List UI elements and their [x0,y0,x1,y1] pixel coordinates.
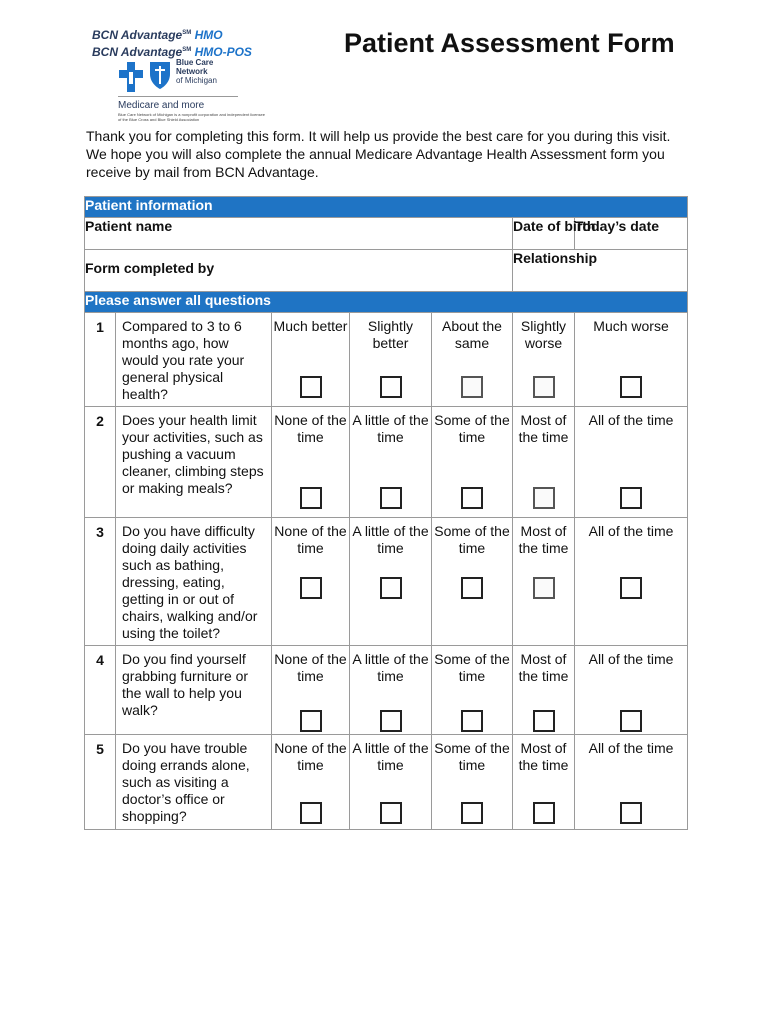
answer-option [513,735,575,830]
answer-option [575,407,688,518]
answer-option [513,518,575,646]
checkbox[interactable] [300,802,322,824]
answer-option [432,313,513,407]
form-completed-by-field[interactable] [85,250,513,292]
question-text: Does your health limit your activities, such as pushing a vacuum cleaner, climbing steps or making meals? [116,407,272,518]
page-title: Patient Assessment Form [344,28,675,58]
answer-option [513,407,575,518]
option-label: Most of the time [518,412,569,445]
network-name: Blue Care Network of Michigan [176,58,217,85]
answer-option [513,646,575,735]
answer-option [350,518,432,646]
question-row [85,407,688,518]
option-label: None of the time [274,740,347,773]
answer-option [575,646,688,735]
date-of-birth-field[interactable] [513,218,596,250]
answer-option [575,313,688,407]
option-label: Most of the time [518,523,569,556]
answer-option [432,646,513,735]
date-of-birth-label: Date of birth [513,218,596,234]
logo-marks [118,58,268,98]
blue-cross-icon [118,60,144,94]
question-number: 3 [85,518,116,646]
blue-shield-icon [148,60,172,90]
question-row [85,313,688,407]
option-label: All of the time [588,412,674,428]
answer-option [272,313,350,407]
question-row [85,735,688,830]
option-label: All of the time [588,523,674,539]
question-row [85,646,688,735]
questions-header-row [85,292,688,313]
intro-text: Thank you for completing this form. It will help us provide the best care for you during this visit. We hope you will also complete the annual Medicare Advantage Health Assessment form you receive by mail from BCN Advantage. [86,128,671,180]
question-text: Do you find yourself grabbing furniture or the wall to help you walk? [116,646,272,735]
answer-option [350,313,432,407]
patient-name-label: Patient name [85,218,173,234]
question-number: 2 [85,407,116,518]
question-row [85,518,688,646]
logo-line-hmo: BCN Advantage℠ HMO [92,28,223,42]
logo-line-hmo-pos: BCN Advantage℠ HMO-POS [92,45,252,59]
option-label: A little of the time [352,412,429,445]
logo-tagline: Medicare and more [118,96,238,111]
option-label: Most of the time [518,651,569,684]
checkbox[interactable] [620,376,642,398]
bcn-logo [92,26,272,122]
answer-option [272,735,350,830]
checkbox[interactable] [620,487,642,509]
checkbox[interactable] [380,577,402,599]
question-text: Compared to 3 to 6 months ago, how would you rate your general physical health? [116,313,272,407]
checkbox[interactable] [620,710,642,732]
answer-option [513,313,575,407]
option-label: None of the time [274,412,347,445]
checkbox[interactable] [380,487,402,509]
todays-date-label: Today’s date [575,218,660,234]
checkbox[interactable] [533,710,555,732]
answer-option [575,735,688,830]
checkbox[interactable] [461,710,483,732]
option-label: Some of the time [434,740,510,773]
patient-info-header: Patient information [85,197,688,218]
form-completed-by-label: Form completed by [85,260,215,276]
option-label: None of the time [274,523,347,556]
answer-option [432,407,513,518]
question-number: 4 [85,646,116,735]
option-label: Some of the time [434,412,510,445]
checkbox[interactable] [620,577,642,599]
option-label: Some of the time [434,651,510,684]
answer-option [432,518,513,646]
option-label: Some of the time [434,523,510,556]
answer-option [350,407,432,518]
todays-date-field[interactable] [575,218,688,250]
relationship-field[interactable] [513,250,688,292]
checkbox[interactable] [300,376,322,398]
checkbox[interactable] [461,487,483,509]
option-label: All of the time [588,651,674,667]
patient-name-field[interactable] [85,218,513,250]
option-label: Much worse [593,318,669,334]
option-label: A little of the time [352,740,429,773]
answer-option [575,518,688,646]
logo-fine-print: Blue Care Network of Michigan is a nonprofit corporation and independent licensee of the Blue Cross and Blue Shield Association [118,112,265,122]
question-number: 5 [85,735,116,830]
answer-option [272,518,350,646]
option-label: About the same [442,318,502,351]
option-label: Most of the time [518,740,569,773]
checkbox[interactable] [300,710,322,732]
checkbox[interactable] [533,802,555,824]
patient-info-header-row [85,197,688,218]
option-label: None of the time [274,651,347,684]
questions-header: Please answer all questions [85,292,688,313]
option-label: Slightly worse [520,318,567,351]
option-label: All of the time [588,740,674,756]
checkbox[interactable] [300,487,322,509]
checkbox[interactable] [300,577,322,599]
checkbox[interactable] [620,802,642,824]
checkbox[interactable] [461,376,483,398]
answer-option [350,735,432,830]
checkbox[interactable] [461,802,483,824]
patient-info-row-2 [85,250,688,292]
answer-option [350,646,432,735]
patient-info-row-1 [85,218,688,250]
option-label: Slightly better [367,318,414,351]
question-text: Do you have difficulty doing daily activities such as bathing, dressing, eating, getting in or out of chairs, walking and/or using the toilet? [116,518,272,646]
checkbox[interactable] [533,577,555,599]
assessment-table [84,196,688,830]
relationship-label: Relationship [513,250,598,266]
answer-option [432,735,513,830]
checkbox[interactable] [380,802,402,824]
answer-option [272,646,350,735]
answer-option [272,407,350,518]
question-text: Do you have trouble doing errands alone, such as visiting a doctor’s office or shopping? [116,735,272,830]
option-label: A little of the time [352,523,429,556]
checkbox[interactable] [380,710,402,732]
question-number: 1 [85,313,116,407]
option-label: Much better [273,318,348,334]
checkbox[interactable] [533,487,555,509]
option-label: A little of the time [352,651,429,684]
checkbox[interactable] [461,577,483,599]
checkbox[interactable] [533,376,555,398]
checkbox[interactable] [380,376,402,398]
